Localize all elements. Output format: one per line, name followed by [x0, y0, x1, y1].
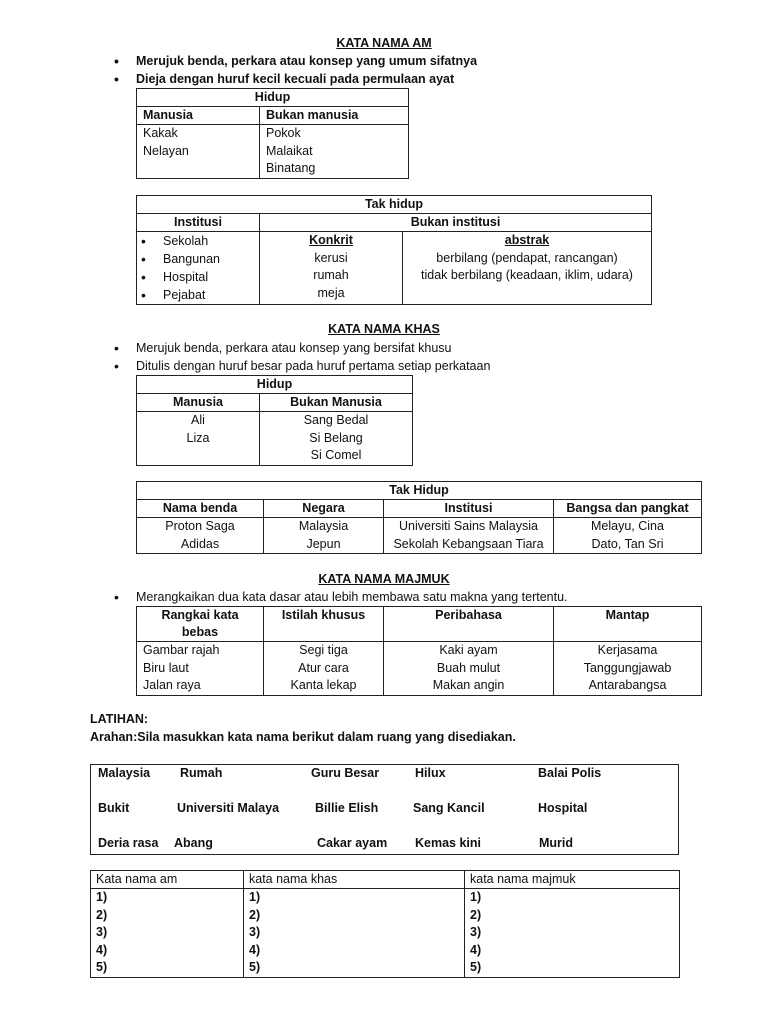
- table-cell: Atur cara: [298, 660, 349, 675]
- list-item: Sang Bedal: [303, 413, 369, 427]
- table-cell: Buah mulut: [436, 660, 501, 675]
- answer-number: 1): [470, 890, 482, 904]
- answer-number: 5): [96, 960, 108, 974]
- table-cell: Sekolah Kebangsaan Tiara: [393, 536, 544, 551]
- answer-number: 2): [470, 907, 482, 922]
- answer-number: 4): [470, 942, 482, 957]
- word-item: Murid: [539, 836, 574, 850]
- table-cell: Melayu, Cina: [591, 519, 664, 533]
- am-konkrit-cell: [260, 232, 403, 305]
- answer-cell-khas[interactable]: [244, 889, 465, 978]
- answer-number: 3): [470, 925, 482, 939]
- table-cell: Proton Saga: [165, 519, 235, 533]
- word-item: Rumah: [180, 766, 223, 780]
- majmuk-col-header: Mantap: [554, 607, 702, 642]
- list-item: • Hospital: [141, 268, 259, 286]
- list-item: meja: [317, 285, 345, 300]
- am-hidup-col2-cell: [260, 125, 409, 179]
- word-item: Guru Besar: [311, 766, 380, 780]
- am-bullet-2: • Dieja dengan huruf kecil kecuali pada permulaan ayat: [114, 70, 477, 88]
- am-institusi-header: Institusi: [137, 214, 260, 232]
- table-cell: Adidas: [180, 536, 220, 551]
- khas-col-cell: [137, 518, 264, 554]
- list-item: Liza: [186, 430, 210, 445]
- am-hidup-col1-cell: [137, 125, 260, 179]
- khas-col-cell: [264, 518, 384, 554]
- table-cell: Makan angin: [432, 678, 505, 692]
- majmuk-col-header: Peribahasa: [384, 607, 554, 642]
- answer-number: 1): [96, 890, 108, 904]
- word-item: Hilux: [415, 766, 446, 780]
- majmuk-table: [136, 606, 702, 696]
- list-item: Nelayan: [143, 143, 189, 158]
- abstrak-label: abstrak: [504, 233, 550, 247]
- word-item: Kemas kini: [415, 836, 482, 850]
- table-cell: Kanta lekap: [290, 678, 357, 692]
- answer-header-majmuk: kata nama majmuk: [465, 871, 680, 889]
- list-item: Si Comel: [310, 448, 362, 462]
- majmuk-col-cell: [264, 642, 384, 696]
- am-hidup-table: [136, 88, 409, 179]
- list-item: • Sekolah: [141, 232, 259, 250]
- word-item: Abang: [174, 836, 213, 850]
- answer-number: 5): [470, 960, 482, 974]
- table-cell: Tanggungjawab: [583, 660, 672, 675]
- am-bullets: [114, 52, 477, 88]
- khas-hidup-header: Hidup: [137, 376, 413, 394]
- am-takhidup-table: [136, 195, 652, 305]
- latihan-instruction: Arahan:Sila masukkan kata nama berikut dalam ruang yang disediakan.: [90, 730, 516, 744]
- table-cell: Gambar rajah: [143, 643, 220, 657]
- answer-number: 1): [249, 890, 261, 904]
- am-abstrak-cell: [403, 232, 652, 305]
- khas-bullets: [114, 339, 490, 375]
- answer-number: 2): [96, 907, 108, 922]
- khas-hidup-col2-cell: [260, 412, 413, 466]
- list-item: Kakak: [143, 126, 178, 140]
- khas-hidup-col1-cell: [137, 412, 260, 466]
- majmuk-col-header: Rangkai kata bebas: [137, 607, 264, 642]
- am-bukan-institusi-header: Bukan institusi: [260, 214, 652, 232]
- am-institusi-cell: [137, 232, 260, 305]
- answer-header-am: Kata nama am: [91, 871, 244, 889]
- list-item: Pokok: [266, 126, 301, 140]
- list-item: Ali: [191, 413, 205, 427]
- khas-bullet-2: • Ditulis dengan huruf besar pada huruf pertama setiap perkataan: [114, 357, 490, 375]
- list-item: Si Belang: [309, 430, 363, 445]
- majmuk-col-cell: [137, 642, 264, 696]
- am-takhidup-header: Tak hidup: [137, 196, 652, 214]
- khas-hidup-col1-header: Manusia: [137, 394, 260, 412]
- khas-col-cell: [554, 518, 702, 554]
- word-item: Bukit: [98, 801, 130, 815]
- answer-number: 3): [96, 925, 108, 939]
- table-cell: Jalan raya: [143, 678, 201, 692]
- table-cell: Jepun: [306, 536, 341, 551]
- khas-col-header: Nama benda: [137, 500, 264, 518]
- majmuk-col-cell: [384, 642, 554, 696]
- khas-col-header: Negara: [264, 500, 384, 518]
- answer-cell-am[interactable]: [91, 889, 244, 978]
- majmuk-title: KATA NAMA MAJMUK: [318, 572, 450, 586]
- am-hidup-header: Hidup: [137, 89, 409, 107]
- list-item: rumah: [313, 268, 349, 282]
- am-bullet-1: • Merujuk benda, perkara atau konsep yang umum sifatnya: [114, 52, 477, 70]
- word-item: Cakar ayam: [317, 836, 388, 850]
- word-item: Balai Polis: [538, 766, 602, 780]
- konkrit-label: Konkrit: [309, 233, 353, 247]
- khas-takhidup-table: [136, 481, 702, 554]
- word-bank-box: [90, 764, 679, 855]
- list-item: • Bangunan: [141, 250, 259, 268]
- khas-col-header: Bangsa dan pangkat: [554, 500, 702, 518]
- table-cell: Segi tiga: [299, 643, 348, 657]
- list-item: tidak berbilang (keadaan, iklim, udara): [421, 268, 633, 282]
- word-item: Universiti Malaya: [177, 801, 280, 815]
- list-item: Malaikat: [266, 143, 313, 158]
- list-item: kerusi: [314, 250, 348, 265]
- table-cell: Kaki ayam: [439, 643, 498, 657]
- khas-hidup-table: [136, 375, 413, 466]
- answer-number: 3): [249, 925, 261, 939]
- list-item: • Pejabat: [141, 286, 259, 304]
- word-item: Hospital: [538, 801, 588, 815]
- answer-number: 2): [249, 907, 261, 922]
- table-cell: Universiti Sains Malaysia: [399, 519, 538, 533]
- word-item: Sang Kancil: [413, 801, 485, 815]
- am-hidup-col2-header: Bukan manusia: [260, 107, 409, 125]
- majmuk-bullet-1: • Merangkaikan dua kata dasar atau lebih membawa satu makna yang tertentu.: [114, 588, 568, 606]
- am-title: KATA NAMA AM: [336, 36, 432, 50]
- khas-takhidup-header: Tak Hidup: [137, 482, 702, 500]
- khas-hidup-col2-header: Bukan Manusia: [260, 394, 413, 412]
- latihan-heading: LATIHAN:: [90, 712, 149, 726]
- khas-col-cell: [384, 518, 554, 554]
- majmuk-bullets: [114, 588, 568, 606]
- am-hidup-col1-header: Manusia: [137, 107, 260, 125]
- table-cell: Kerjasama: [597, 643, 658, 657]
- word-item: Billie Elish: [315, 801, 379, 815]
- table-cell: Malaysia: [298, 519, 349, 533]
- list-item: Binatang: [266, 161, 316, 175]
- answer-number: 5): [249, 960, 261, 974]
- answer-table: [90, 870, 680, 978]
- majmuk-col-cell: [554, 642, 702, 696]
- word-item: Malaysia: [98, 766, 151, 780]
- table-cell: Biru laut: [143, 660, 189, 675]
- khas-col-header: Institusi: [384, 500, 554, 518]
- table-cell: Dato, Tan Sri: [591, 536, 664, 551]
- answer-cell-majmuk[interactable]: [465, 889, 680, 978]
- word-item: Deria rasa: [98, 836, 159, 850]
- answer-number: 4): [96, 942, 108, 957]
- khas-bullet-1: • Merujuk benda, perkara atau konsep yang bersifat khusu: [114, 339, 490, 357]
- table-cell: Antarabangsa: [588, 678, 667, 692]
- answer-number: 4): [249, 942, 261, 957]
- khas-title: KATA NAMA KHAS: [328, 322, 440, 336]
- majmuk-col-header: Istilah khusus: [264, 607, 384, 642]
- list-item: berbilang (pendapat, rancangan): [436, 250, 618, 265]
- answer-header-khas: kata nama khas: [244, 871, 465, 889]
